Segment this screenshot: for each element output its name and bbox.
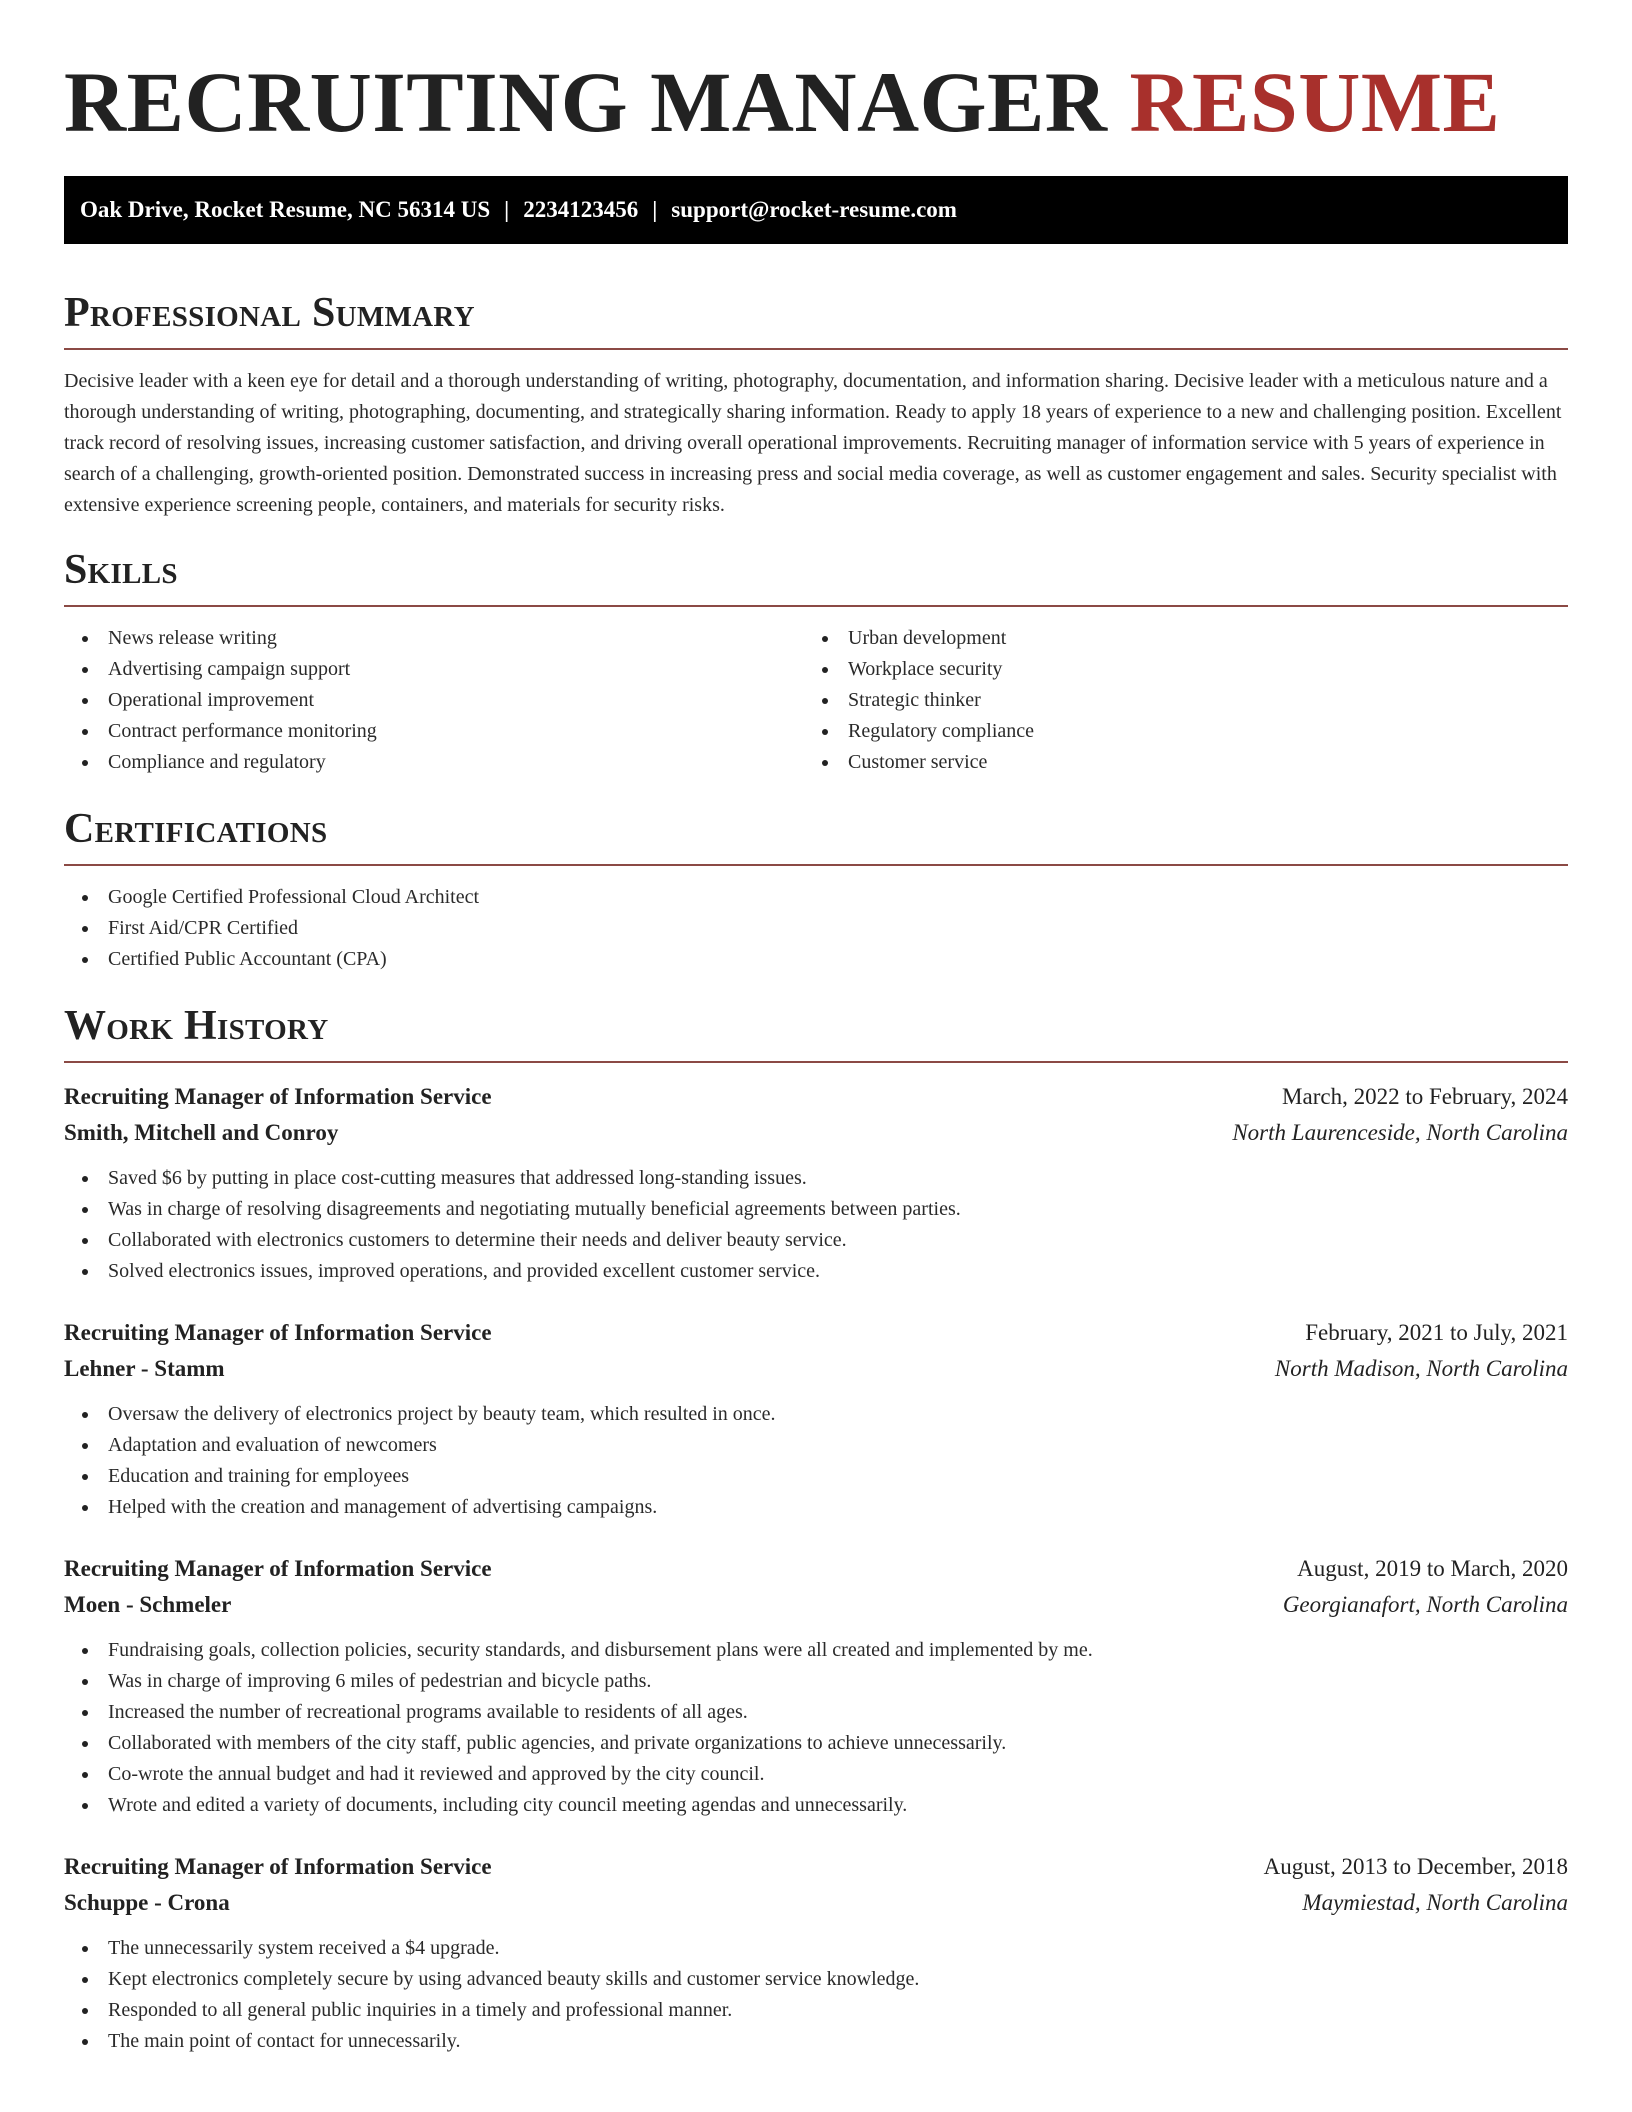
skill-item: Urban development: [804, 623, 1544, 654]
title-main: RECRUITING MANAGER: [64, 54, 1108, 150]
job-subheader-row: [64, 1587, 1568, 1623]
job-bullet: Was in charge of resolving disagreements and negotiating mutually beneficial agreements between parties.: [64, 1194, 1568, 1225]
job-bullets: [64, 1635, 1568, 1821]
job-bullet: Fundraising goals, collection policies, security standards, and disbursement plans were all created and implemented by me.: [64, 1635, 1568, 1666]
job-bullet: The unnecessarily system received a $4 upgrade.: [64, 1933, 1568, 1964]
certifications-section: [64, 804, 1568, 975]
skill-item: Regulatory compliance: [804, 716, 1544, 747]
job-dates: August, 2013 to December, 2018: [1263, 1854, 1568, 1879]
work-history-heading: Work History: [64, 1003, 329, 1049]
job-company: Lehner - Stamm: [64, 1356, 225, 1381]
work-history-section: [64, 1001, 1568, 2057]
contact-separator: |: [504, 197, 510, 222]
skill-item: Operational improvement: [64, 685, 804, 716]
job-header-row: [64, 1079, 1568, 1115]
job-bullet: Was in charge of improving 6 miles of pedestrian and bicycle paths.: [64, 1666, 1568, 1697]
job-bullet: Collaborated with members of the city staff, public agencies, and private organizations to achieve unnecessarily.: [64, 1728, 1568, 1759]
job-bullet: Adaptation and evaluation of newcomers: [64, 1430, 1568, 1461]
summary-text: Decisive leader with a keen eye for detail and a thorough understanding of writing, photography, documentation, and information sharing. Decisive leader with a meticulous nature and a thorough understanding of writing, photographing, documenting, and strategically sharing information. Ready to apply 18 years of experience to a new and challenging position. Excellent track record of resolving issues, increasing customer satisfaction, and driving overall operational improvements. Recruiting manager of information service with 5 years of experience in search of a challenging, growth-oriented position. Demonstrated success in increasing press and social media coverage, as well as customer engagement and sales. Security specialist with extensive experience screening people, containers, and materials for security risks.: [64, 370, 1562, 516]
job-bullets: [64, 1933, 1568, 2057]
job-dates: March, 2022 to February, 2024: [1282, 1084, 1568, 1109]
job-subheader-row: [64, 1885, 1568, 1921]
skills-list-right: [804, 623, 1544, 778]
job-location: Georgianafort, North Carolina: [1282, 1592, 1568, 1617]
job-bullet: Saved $6 by putting in place cost-cutting measures that addressed long-standing issues.: [64, 1163, 1568, 1194]
job-subheader-row: [64, 1115, 1568, 1151]
job-company: Schuppe - Crona: [64, 1890, 230, 1915]
contact-separator: |: [652, 197, 658, 222]
skill-item: Workplace security: [804, 654, 1544, 685]
job-bullet: Wrote and edited a variety of documents, including city council meeting agendas and unnecessarily.: [64, 1790, 1568, 1821]
certification-item: First Aid/CPR Certified: [64, 913, 1568, 944]
job-bullet: Oversaw the delivery of electronics project by beauty team, which resulted in once.: [64, 1399, 1568, 1430]
job-bullet: The main point of contact for unnecessarily.: [64, 2026, 1568, 2057]
resume-title: [64, 0, 1568, 152]
skills-section: [64, 545, 1568, 778]
section-divider: [64, 1061, 1568, 1063]
job-bullet: Co-wrote the annual budget and had it reviewed and approved by the city council.: [64, 1759, 1568, 1790]
skill-item: News release writing: [64, 623, 804, 654]
job-title: Recruiting Manager of Information Service: [64, 1084, 492, 1109]
job-header-row: [64, 1315, 1568, 1351]
contact-bar: [64, 176, 1568, 244]
summary-heading: Professional Summary: [64, 290, 475, 336]
contact-email: support@rocket-resume.com: [671, 197, 957, 222]
job-entry: [64, 1315, 1568, 1523]
job-title: Recruiting Manager of Information Service: [64, 1556, 492, 1581]
job-location: Maymiestad, North Carolina: [1302, 1890, 1568, 1915]
job-bullet: Responded to all general public inquiries in a timely and professional manner.: [64, 1995, 1568, 2026]
job-entry: [64, 1849, 1568, 2057]
skills-heading: Skills: [64, 547, 178, 593]
certification-item: Certified Public Accountant (CPA): [64, 944, 1568, 975]
job-location: North Laurenceside, North Carolina: [1232, 1120, 1568, 1145]
job-entry: [64, 1079, 1568, 1287]
skill-item: Advertising campaign support: [64, 654, 804, 685]
job-title: Recruiting Manager of Information Service: [64, 1854, 492, 1879]
job-header-row: [64, 1849, 1568, 1885]
job-subheader-row: [64, 1351, 1568, 1387]
job-dates: August, 2019 to March, 2020: [1297, 1556, 1568, 1581]
resume-page: [64, 0, 1568, 2057]
job-bullet: Increased the number of recreational programs available to residents of all ages.: [64, 1697, 1568, 1728]
job-header-row: [64, 1551, 1568, 1587]
job-bullet: Helped with the creation and management of advertising campaigns.: [64, 1492, 1568, 1523]
summary-section: [64, 288, 1568, 521]
job-bullets: [64, 1163, 1568, 1287]
job-location: North Madison, North Carolina: [1274, 1356, 1568, 1381]
skill-item: Strategic thinker: [804, 685, 1544, 716]
section-divider: [64, 864, 1568, 866]
contact-address: Oak Drive, Rocket Resume, NC 56314 US: [80, 197, 491, 222]
skill-item: Compliance and regulatory: [64, 747, 804, 778]
skill-item: Contract performance monitoring: [64, 716, 804, 747]
skills-grid: [64, 607, 1568, 778]
job-company: Smith, Mitchell and Conroy: [64, 1120, 339, 1145]
skills-list-left: [64, 623, 804, 778]
job-bullet: Collaborated with electronics customers to determine their needs and deliver beauty service.: [64, 1225, 1568, 1256]
contact-phone: 2234123456: [523, 197, 639, 222]
certification-item: Google Certified Professional Cloud Architect: [64, 882, 1568, 913]
job-company: Moen - Schmeler: [64, 1592, 232, 1617]
job-bullets: [64, 1399, 1568, 1523]
title-accent: RESUME: [1129, 54, 1501, 150]
job-bullet: Solved electronics issues, improved operations, and provided excellent customer service.: [64, 1256, 1568, 1287]
job-entry: [64, 1551, 1568, 1821]
job-dates: February, 2021 to July, 2021: [1305, 1320, 1568, 1345]
section-divider: [64, 348, 1568, 350]
job-title: Recruiting Manager of Information Service: [64, 1320, 492, 1345]
job-bullet: Education and training for employees: [64, 1461, 1568, 1492]
job-bullet: Kept electronics completely secure by using advanced beauty skills and customer service knowledge.: [64, 1964, 1568, 1995]
certifications-heading: Certifications: [64, 806, 328, 852]
certifications-list: [64, 882, 1568, 975]
skill-item: Customer service: [804, 747, 1544, 778]
